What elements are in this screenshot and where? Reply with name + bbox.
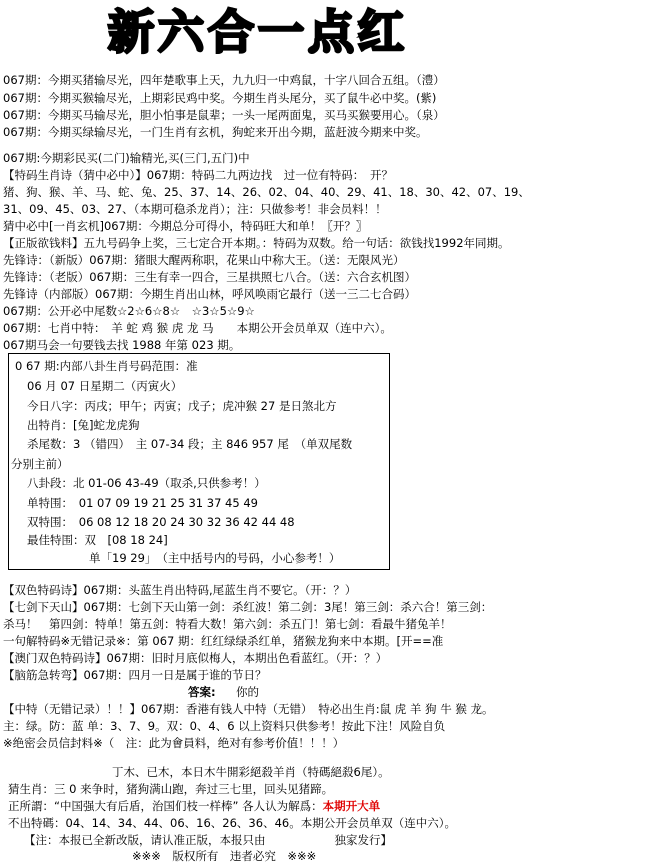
top-line-3: 067期：今期买马输尽光，胆小怕事是鼠辈；一头一尾两面鬼，买马买猴要用心。（泉） (3, 108, 445, 122)
mid-line-10: 067期：公开必中尾数☆2☆6☆8☆ ☆3☆5☆9☆ (3, 304, 255, 318)
footer-highlight: 本期开大单 (322, 799, 381, 813)
box-line-5: 杀尾数：3 （错四） 主 07-34 段；主 846 957 尾 （单双尾数 (27, 437, 353, 451)
vip-line-3: ※绝密会员信封料※（ 注：此为會員料，绝对有参考价值！！！） (3, 736, 345, 750)
box-line-11: 单「19 29」 （主中括号内的号码，小心参考！） (89, 551, 341, 565)
footer-line-6: ※※※ 版权所有 违者必究 ※※※ (132, 849, 317, 863)
box-line-2: 06 月 07 日星期二（丙寅火） (27, 379, 183, 393)
bottom-line-6: 【脑筋急转弯】067期：四月一日是属于谁的节日？ (3, 668, 267, 682)
vip-line-2: 主：绿。防：蓝 单：3、7、9。双：0、4、6 以上资料只供参考！按此下注！风险自负 (3, 719, 446, 733)
mid-line-7: 先锋诗：（新版）067期：猪眼大醒两称职，花果山中称大王。（送：无限风光） (3, 253, 405, 267)
bottom-line-1: 【双色特码诗】067期：头蓝生肖出特码,尾蓝生肖不要它。（开：？） (3, 583, 357, 597)
page-title: 新六合一点红 (108, 5, 408, 59)
mid-line-5: 猜中必中[一肖玄机]067期：今期总分可得小，特码旺大和单！〖开？〗 (3, 219, 368, 233)
mid-line-12: 067期马会一句要钱去找 1988 年第 023 期。 (3, 338, 241, 352)
mid-line-8: 先锋诗：（老版）067期：三生有幸一四合，三星拱照七八合。（送：六合玄机图） (3, 270, 416, 284)
mid-line-6: 【正版欲钱料】五九号码争上奖，三七定合开本期。：特码为双数。给一句话：欲钱找1992年同期。 (3, 236, 510, 250)
mid-line-9: 先锋诗（内部版）067期：今期生肖出山林，呼风唤雨它最行（送一三二七合码） (3, 287, 416, 301)
footer-line-3 (8, 799, 380, 813)
box-line-1: 0 67 期:内部八卦生肖号码范围：准 (15, 359, 198, 373)
answer-label: 答案: (188, 685, 216, 699)
footer-line-2: 猜生肖：三 0 来争时，猪狗满山跑，奔过三七里，回头见猪蹄。 (8, 782, 334, 796)
bottom-line-3: 杀马！ 第四剑：特单！第五剑：特看大数！第六剑：杀五门！第七剑：看最牛猪兔羊！ (3, 617, 452, 631)
mid-line-3: 猪、狗、猴、羊、马、蛇、兔、25、37、14、26、02、04、40、29、41、18、30、42、07、19、 (3, 185, 530, 199)
box-line-10: 最佳特围：双 [08 18 24] (27, 533, 168, 547)
vip-line-1: 【中特（无错记录）！！】067期：香港有钱人中特（无错） 特必出生肖:鼠 虎 羊 狗 牛 猴 龙。 (3, 702, 494, 716)
mid-line-1: 067期:今期彩民买(二门)输精光,买(三门,五门)中 (3, 151, 250, 165)
footer-line-4: 不出特碼：04、14、34、44、06、16、26、36、46。本期公开会员单双（连中六）。 (8, 816, 456, 830)
top-line-2: 067期：今期买猴输尽光，上期彩民鸡中奖。今期生肖头尾分，买了鼠牛必中奖。(紫) (3, 91, 437, 105)
mid-line-4: 31、09、45、03、27、（本期可稳杀龙肖）；注：只做参考！非会员料！！ (3, 202, 387, 216)
bottom-line-2: 【七剑下天山】067期：七剑下天山第一剑：杀红波！第二剑：3尾！第三剑：杀六合！第三剑： (3, 600, 493, 614)
box-line-4: 出特肖：[兔]蛇龙虎狗 (27, 418, 140, 432)
box-line-8: 单特围： 01 07 09 19 21 25 31 37 45 49 (27, 496, 258, 510)
box-line-6: 分别主前） (11, 457, 69, 471)
box-line-9: 双特围： 06 08 12 18 20 24 30 32 36 42 44 48 (27, 515, 295, 529)
bagua-info-box (8, 353, 390, 570)
footer-line-3-text: 正所謂：“中国强大有后盾，治国们枝一样棒” 各人认为解爲： (8, 799, 323, 813)
bottom-line-4: 一句解特码※无错记录※：第 067 期：红红绿绿杀红单，猪猴龙狗来中本期。[开==准 (3, 634, 444, 648)
bottom-line-5: 【澳门双色特码诗】067期：旧时月底似梅人，本期出色看蓝红。（开：？） (3, 651, 388, 665)
answer-value: 你的 (236, 685, 259, 699)
mid-line-11: 067期：七肖中特： 羊 蛇 鸡 猴 虎 龙 马 本期公开会员单双（连中六）。 (3, 321, 392, 335)
box-line-7: 八卦段：北 01-06 43-49（取杀,只供参考！） (27, 476, 266, 490)
top-line-1: 067期：今期买猪输尽光，四年楚歌事上天，九九归一中鸡鼠，十字八回合五组。（澧） (3, 73, 445, 87)
mid-line-2: 【特码生肖诗（猜中必中）】067期：特码二九两边找 过一位有特码： 开？ (3, 168, 393, 182)
box-line-3: 今日八字：丙戌；甲午；丙寅；戊子；虎冲猴 27 是日煞北方 (27, 399, 337, 413)
footer-line-1: 丁木、已木，本日木牛開彩絕殺羊肖（特碼絕殺6尾）。 (112, 765, 390, 779)
top-line-4: 067期：今期买绿输尽光，一门生肖有玄机，狗蛇来开出今期，蓝赶波今期来中奖。 (3, 125, 428, 139)
footer-line-5: 【注：本报已全新改版，请认准正版，本报只由 独家发行】 (24, 833, 392, 847)
